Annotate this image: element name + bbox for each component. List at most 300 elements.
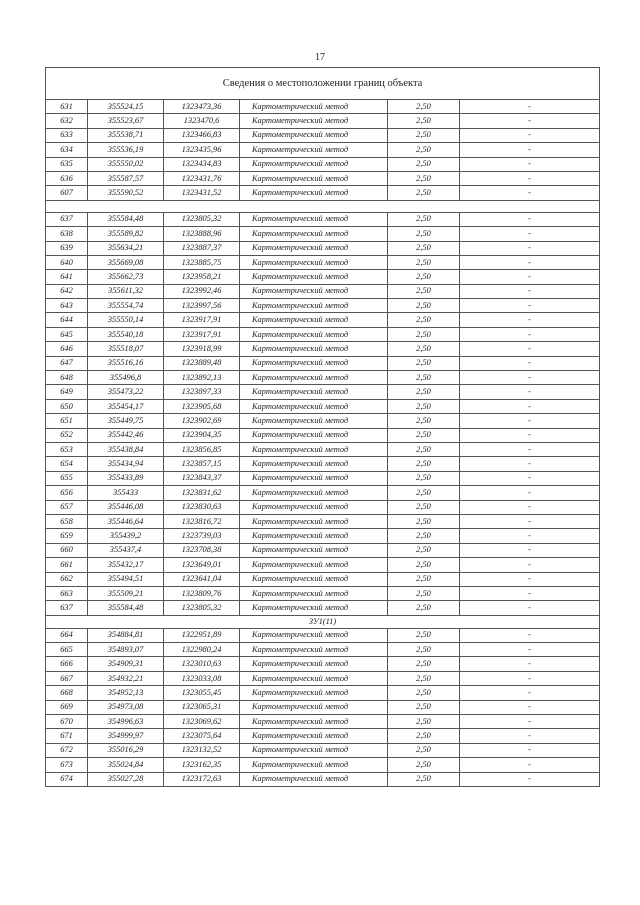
table-row <box>46 543 600 557</box>
table-row <box>46 227 600 241</box>
point-number-cell: 636 <box>46 171 88 185</box>
accuracy-cell: 2,50 <box>388 356 460 370</box>
coord-x-cell: 355449,75 <box>88 414 164 428</box>
description-cell: - <box>460 715 600 729</box>
description-cell: - <box>460 327 600 341</box>
coord-x-cell: 355587,57 <box>88 171 164 185</box>
method-cell: Картометрический метод <box>240 327 388 341</box>
accuracy-cell: 2,50 <box>388 729 460 743</box>
table-row <box>46 241 600 255</box>
method-cell: Картометрический метод <box>240 313 388 327</box>
coord-y-cell: 1323435,96 <box>164 143 240 157</box>
accuracy-cell: 2,50 <box>388 313 460 327</box>
method-cell: Картометрический метод <box>240 356 388 370</box>
coord-x-cell: 354893,07 <box>88 643 164 657</box>
coord-y-cell: 1323055,45 <box>164 686 240 700</box>
point-number-cell: 646 <box>46 342 88 356</box>
point-number-cell: 640 <box>46 255 88 269</box>
coord-y-cell: 1323830,63 <box>164 500 240 514</box>
coord-y-cell: 1323431,52 <box>164 186 240 200</box>
accuracy-cell: 2,50 <box>388 255 460 269</box>
accuracy-cell: 2,50 <box>388 212 460 226</box>
coord-x-cell: 355446,64 <box>88 514 164 528</box>
coord-x-cell: 354952,13 <box>88 686 164 700</box>
table-row <box>46 514 600 528</box>
description-cell: - <box>460 227 600 241</box>
accuracy-cell: 2,50 <box>388 715 460 729</box>
point-number-cell: 641 <box>46 270 88 284</box>
coord-y-cell: 1323917,91 <box>164 327 240 341</box>
point-number-cell: 661 <box>46 558 88 572</box>
table-body <box>46 68 600 787</box>
coord-x-cell: 355611,32 <box>88 284 164 298</box>
point-number-cell: 632 <box>46 114 88 128</box>
accuracy-cell: 2,50 <box>388 514 460 528</box>
point-number-cell: 668 <box>46 686 88 700</box>
method-cell: Картометрический метод <box>240 529 388 543</box>
coord-y-cell: 1323649,01 <box>164 558 240 572</box>
accuracy-cell: 2,50 <box>388 414 460 428</box>
method-cell: Картометрический метод <box>240 700 388 714</box>
table-row <box>46 558 600 572</box>
accuracy-cell: 2,50 <box>388 114 460 128</box>
description-cell: - <box>460 342 600 356</box>
coord-x-cell: 355634,21 <box>88 241 164 255</box>
accuracy-cell: 2,50 <box>388 457 460 471</box>
point-number-cell: 656 <box>46 486 88 500</box>
description-cell: - <box>460 586 600 600</box>
coord-y-cell: 1323917,91 <box>164 313 240 327</box>
table-row <box>46 342 600 356</box>
coord-x-cell: 355509,21 <box>88 586 164 600</box>
method-cell: Картометрический метод <box>240 414 388 428</box>
coord-y-cell: 1323805,32 <box>164 212 240 226</box>
coord-y-cell: 1322951,89 <box>164 628 240 642</box>
table-row <box>46 399 600 413</box>
coord-x-cell: 355496,8 <box>88 371 164 385</box>
table-row <box>46 186 600 200</box>
accuracy-cell: 2,50 <box>388 558 460 572</box>
accuracy-cell: 2,50 <box>388 399 460 413</box>
coord-y-cell: 1323809,76 <box>164 586 240 600</box>
accuracy-cell: 2,50 <box>388 227 460 241</box>
accuracy-cell: 2,50 <box>388 428 460 442</box>
method-cell: Картометрический метод <box>240 572 388 586</box>
table-row <box>46 628 600 642</box>
coord-y-cell: 1323992,46 <box>164 284 240 298</box>
coord-x-cell: 355589,82 <box>88 227 164 241</box>
coord-x-cell: 354973,08 <box>88 700 164 714</box>
description-cell: - <box>460 772 600 786</box>
description-cell: - <box>460 700 600 714</box>
table-row <box>46 657 600 671</box>
accuracy-cell: 2,50 <box>388 143 460 157</box>
table-row <box>46 299 600 313</box>
method-cell: Картометрический метод <box>240 241 388 255</box>
coord-y-cell: 1323888,96 <box>164 227 240 241</box>
description-cell: - <box>460 186 600 200</box>
method-cell: Картометрический метод <box>240 686 388 700</box>
coord-y-cell: 1323075,64 <box>164 729 240 743</box>
table-row <box>46 171 600 185</box>
table-row <box>46 686 600 700</box>
coord-y-cell: 1323856,85 <box>164 442 240 456</box>
point-number-cell: 633 <box>46 128 88 142</box>
table-row <box>46 442 600 456</box>
table-row <box>46 743 600 757</box>
point-number-cell: 673 <box>46 758 88 772</box>
description-cell: - <box>460 529 600 543</box>
coord-y-cell: 1323470,6 <box>164 114 240 128</box>
coord-x-cell: 355437,4 <box>88 543 164 557</box>
coord-x-cell: 355433,89 <box>88 471 164 485</box>
coord-y-cell: 1323431,76 <box>164 171 240 185</box>
method-cell: Картометрический метод <box>240 442 388 456</box>
table-row <box>46 601 600 615</box>
point-number-cell: 634 <box>46 143 88 157</box>
table-row <box>46 371 600 385</box>
description-cell: - <box>460 601 600 615</box>
coord-x-cell: 355024,84 <box>88 758 164 772</box>
accuracy-cell: 2,50 <box>388 572 460 586</box>
accuracy-cell: 2,50 <box>388 628 460 642</box>
coord-y-cell: 1323857,15 <box>164 457 240 471</box>
point-number-cell: 643 <box>46 299 88 313</box>
point-number-cell: 638 <box>46 227 88 241</box>
method-cell: Картометрический метод <box>240 342 388 356</box>
point-number-cell: 653 <box>46 442 88 456</box>
table-row <box>46 486 600 500</box>
accuracy-cell: 2,50 <box>388 671 460 685</box>
table-row <box>46 572 600 586</box>
accuracy-cell: 2,50 <box>388 486 460 500</box>
description-cell: - <box>460 572 600 586</box>
description-cell: - <box>460 313 600 327</box>
section-header-row <box>46 615 600 628</box>
method-cell: Картометрический метод <box>240 284 388 298</box>
table-row <box>46 143 600 157</box>
method-cell: Картометрический метод <box>240 385 388 399</box>
coord-y-cell: 1323069,62 <box>164 715 240 729</box>
table-row <box>46 100 600 114</box>
table-header-row <box>46 68 600 100</box>
description-cell: - <box>460 212 600 226</box>
method-cell: Картометрический метод <box>240 299 388 313</box>
method-cell: Картометрический метод <box>240 128 388 142</box>
accuracy-cell: 2,50 <box>388 586 460 600</box>
coord-x-cell: 355524,15 <box>88 100 164 114</box>
coord-y-cell: 1323958,21 <box>164 270 240 284</box>
coord-y-cell: 1323831,62 <box>164 486 240 500</box>
description-cell: - <box>460 399 600 413</box>
description-cell: - <box>460 457 600 471</box>
description-cell: - <box>460 558 600 572</box>
point-number-cell: 637 <box>46 601 88 615</box>
description-cell: - <box>460 758 600 772</box>
accuracy-cell: 2,50 <box>388 758 460 772</box>
coord-y-cell: 1323033,08 <box>164 671 240 685</box>
description-cell: - <box>460 241 600 255</box>
coord-x-cell: 355434,94 <box>88 457 164 471</box>
point-number-cell: 647 <box>46 356 88 370</box>
description-cell: - <box>460 643 600 657</box>
table-row <box>46 715 600 729</box>
description-cell: - <box>460 114 600 128</box>
coord-y-cell: 1323885,75 <box>164 255 240 269</box>
point-number-cell: 631 <box>46 100 88 114</box>
point-number-cell: 662 <box>46 572 88 586</box>
accuracy-cell: 2,50 <box>388 601 460 615</box>
table-row <box>46 729 600 743</box>
table-row <box>46 700 600 714</box>
accuracy-cell: 2,50 <box>388 500 460 514</box>
accuracy-cell: 2,50 <box>388 128 460 142</box>
method-cell: Картометрический метод <box>240 114 388 128</box>
method-cell: Картометрический метод <box>240 743 388 757</box>
method-cell: Картометрический метод <box>240 586 388 600</box>
point-number-cell: 660 <box>46 543 88 557</box>
accuracy-cell: 2,50 <box>388 543 460 557</box>
point-number-cell: 669 <box>46 700 88 714</box>
method-cell: Картометрический метод <box>240 643 388 657</box>
accuracy-cell: 2,50 <box>388 327 460 341</box>
method-cell: Картометрический метод <box>240 143 388 157</box>
method-cell: Картометрический метод <box>240 758 388 772</box>
coord-x-cell: 355494,51 <box>88 572 164 586</box>
method-cell: Картометрический метод <box>240 772 388 786</box>
point-number-cell: 674 <box>46 772 88 786</box>
description-cell: - <box>460 471 600 485</box>
coord-x-cell: 355536,19 <box>88 143 164 157</box>
accuracy-cell: 2,50 <box>388 157 460 171</box>
coord-y-cell: 1323172,63 <box>164 772 240 786</box>
point-number-cell: 672 <box>46 743 88 757</box>
description-cell: - <box>460 486 600 500</box>
page-number: 17 <box>315 52 325 63</box>
method-cell: Картометрический метод <box>240 457 388 471</box>
coord-x-cell: 354909,31 <box>88 657 164 671</box>
coord-y-cell: 1323641,04 <box>164 572 240 586</box>
table-row <box>46 428 600 442</box>
point-number-cell: 671 <box>46 729 88 743</box>
accuracy-cell: 2,50 <box>388 657 460 671</box>
point-number-cell: 663 <box>46 586 88 600</box>
section-gap-row <box>46 200 600 212</box>
coord-y-cell: 1323905,68 <box>164 399 240 413</box>
table-row <box>46 284 600 298</box>
point-number-cell: 644 <box>46 313 88 327</box>
coord-y-cell: 1323889,48 <box>164 356 240 370</box>
table-row <box>46 270 600 284</box>
method-cell: Картометрический метод <box>240 601 388 615</box>
description-cell: - <box>460 385 600 399</box>
table-row <box>46 157 600 171</box>
coord-y-cell: 1323434,83 <box>164 157 240 171</box>
point-number-cell: 667 <box>46 671 88 685</box>
coord-x-cell: 355446,08 <box>88 500 164 514</box>
coord-y-cell: 1323902,69 <box>164 414 240 428</box>
accuracy-cell: 2,50 <box>388 700 460 714</box>
coord-y-cell: 1323708,38 <box>164 543 240 557</box>
point-number-cell: 651 <box>46 414 88 428</box>
coord-y-cell: 1323892,13 <box>164 371 240 385</box>
point-number-cell: 648 <box>46 371 88 385</box>
coord-x-cell: 355442,46 <box>88 428 164 442</box>
method-cell: Картометрический метод <box>240 270 388 284</box>
coord-y-cell: 1323887,37 <box>164 241 240 255</box>
table-row <box>46 758 600 772</box>
accuracy-cell: 2,50 <box>388 241 460 255</box>
coord-x-cell: 355540,18 <box>88 327 164 341</box>
point-number-cell: 642 <box>46 284 88 298</box>
description-cell: - <box>460 371 600 385</box>
method-cell: Картометрический метод <box>240 255 388 269</box>
coord-x-cell: 355662,73 <box>88 270 164 284</box>
coord-y-cell: 1323805,32 <box>164 601 240 615</box>
coord-x-cell: 355538,71 <box>88 128 164 142</box>
table-row <box>46 671 600 685</box>
coord-x-cell: 355454,17 <box>88 399 164 413</box>
description-cell: - <box>460 284 600 298</box>
method-cell: Картометрический метод <box>240 100 388 114</box>
coord-x-cell: 355027,28 <box>88 772 164 786</box>
point-number-cell: 639 <box>46 241 88 255</box>
table-row <box>46 128 600 142</box>
accuracy-cell: 2,50 <box>388 686 460 700</box>
point-number-cell: 666 <box>46 657 88 671</box>
coord-x-cell: 355016,29 <box>88 743 164 757</box>
method-cell: Картометрический метод <box>240 514 388 528</box>
method-cell: Картометрический метод <box>240 558 388 572</box>
table-row <box>46 255 600 269</box>
table-row <box>46 414 600 428</box>
table-row <box>46 500 600 514</box>
accuracy-cell: 2,50 <box>388 743 460 757</box>
method-cell: Картометрический метод <box>240 715 388 729</box>
accuracy-cell: 2,50 <box>388 284 460 298</box>
coord-x-cell: 354996,63 <box>88 715 164 729</box>
description-cell: - <box>460 514 600 528</box>
coord-y-cell: 1323132,52 <box>164 743 240 757</box>
coord-x-cell: 355473,22 <box>88 385 164 399</box>
point-number-cell: 657 <box>46 500 88 514</box>
accuracy-cell: 2,50 <box>388 186 460 200</box>
point-number-cell: 645 <box>46 327 88 341</box>
accuracy-cell: 2,50 <box>388 100 460 114</box>
coord-x-cell: 355432,17 <box>88 558 164 572</box>
coord-x-cell: 355669,08 <box>88 255 164 269</box>
point-number-cell: 652 <box>46 428 88 442</box>
method-cell: Картометрический метод <box>240 486 388 500</box>
point-number-cell: 664 <box>46 628 88 642</box>
point-number-cell: 659 <box>46 529 88 543</box>
table-row <box>46 772 600 786</box>
table-row <box>46 313 600 327</box>
point-number-cell: 658 <box>46 514 88 528</box>
table-row <box>46 327 600 341</box>
accuracy-cell: 2,50 <box>388 385 460 399</box>
description-cell: - <box>460 255 600 269</box>
accuracy-cell: 2,50 <box>388 299 460 313</box>
coord-y-cell: 1323816,72 <box>164 514 240 528</box>
coord-x-cell: 355516,16 <box>88 356 164 370</box>
method-cell: Картометрический метод <box>240 500 388 514</box>
coord-y-cell: 1323897,33 <box>164 385 240 399</box>
description-cell: - <box>460 743 600 757</box>
coord-y-cell: 1323466,83 <box>164 128 240 142</box>
description-cell: - <box>460 500 600 514</box>
point-number-cell: 637 <box>46 212 88 226</box>
coord-x-cell: 355554,74 <box>88 299 164 313</box>
table-row <box>46 471 600 485</box>
description-cell: - <box>460 543 600 557</box>
table-title: Сведения о местоположении границ объекта <box>46 68 600 100</box>
point-number-cell: 650 <box>46 399 88 413</box>
coord-x-cell: 354932,21 <box>88 671 164 685</box>
coord-y-cell: 1323918,99 <box>164 342 240 356</box>
description-cell: - <box>460 442 600 456</box>
coord-x-cell: 354999,97 <box>88 729 164 743</box>
coord-y-cell: 1323904,35 <box>164 428 240 442</box>
description-cell: - <box>460 686 600 700</box>
table-row <box>46 212 600 226</box>
method-cell: Картометрический метод <box>240 171 388 185</box>
section-label: ЗУ1(11) <box>46 615 600 628</box>
coord-y-cell: 1323010,63 <box>164 657 240 671</box>
method-cell: Картометрический метод <box>240 671 388 685</box>
coord-x-cell: 355438,84 <box>88 442 164 456</box>
coord-x-cell: 355590,52 <box>88 186 164 200</box>
method-cell: Картометрический метод <box>240 657 388 671</box>
coord-x-cell: 355439,2 <box>88 529 164 543</box>
coord-y-cell: 1323739,03 <box>164 529 240 543</box>
method-cell: Картометрический метод <box>240 186 388 200</box>
method-cell: Картометрический метод <box>240 227 388 241</box>
method-cell: Картометрический метод <box>240 371 388 385</box>
table-row <box>46 529 600 543</box>
table-row <box>46 356 600 370</box>
point-number-cell: 670 <box>46 715 88 729</box>
coord-x-cell: 355433 <box>88 486 164 500</box>
method-cell: Картометрический метод <box>240 471 388 485</box>
coord-y-cell: 1323065,31 <box>164 700 240 714</box>
section-gap <box>46 200 600 212</box>
coord-x-cell: 355523,67 <box>88 114 164 128</box>
accuracy-cell: 2,50 <box>388 772 460 786</box>
point-number-cell: 635 <box>46 157 88 171</box>
accuracy-cell: 2,50 <box>388 342 460 356</box>
method-cell: Картометрический метод <box>240 628 388 642</box>
accuracy-cell: 2,50 <box>388 471 460 485</box>
method-cell: Картометрический метод <box>240 212 388 226</box>
accuracy-cell: 2,50 <box>388 529 460 543</box>
description-cell: - <box>460 628 600 642</box>
table-row <box>46 586 600 600</box>
table-row <box>46 643 600 657</box>
coord-x-cell: 355584,48 <box>88 601 164 615</box>
method-cell: Картометрический метод <box>240 157 388 171</box>
description-cell: - <box>460 356 600 370</box>
description-cell: - <box>460 428 600 442</box>
method-cell: Картометрический метод <box>240 543 388 557</box>
accuracy-cell: 2,50 <box>388 270 460 284</box>
description-cell: - <box>460 729 600 743</box>
point-number-cell: 607 <box>46 186 88 200</box>
description-cell: - <box>460 299 600 313</box>
point-number-cell: 665 <box>46 643 88 657</box>
description-cell: - <box>460 171 600 185</box>
description-cell: - <box>460 671 600 685</box>
